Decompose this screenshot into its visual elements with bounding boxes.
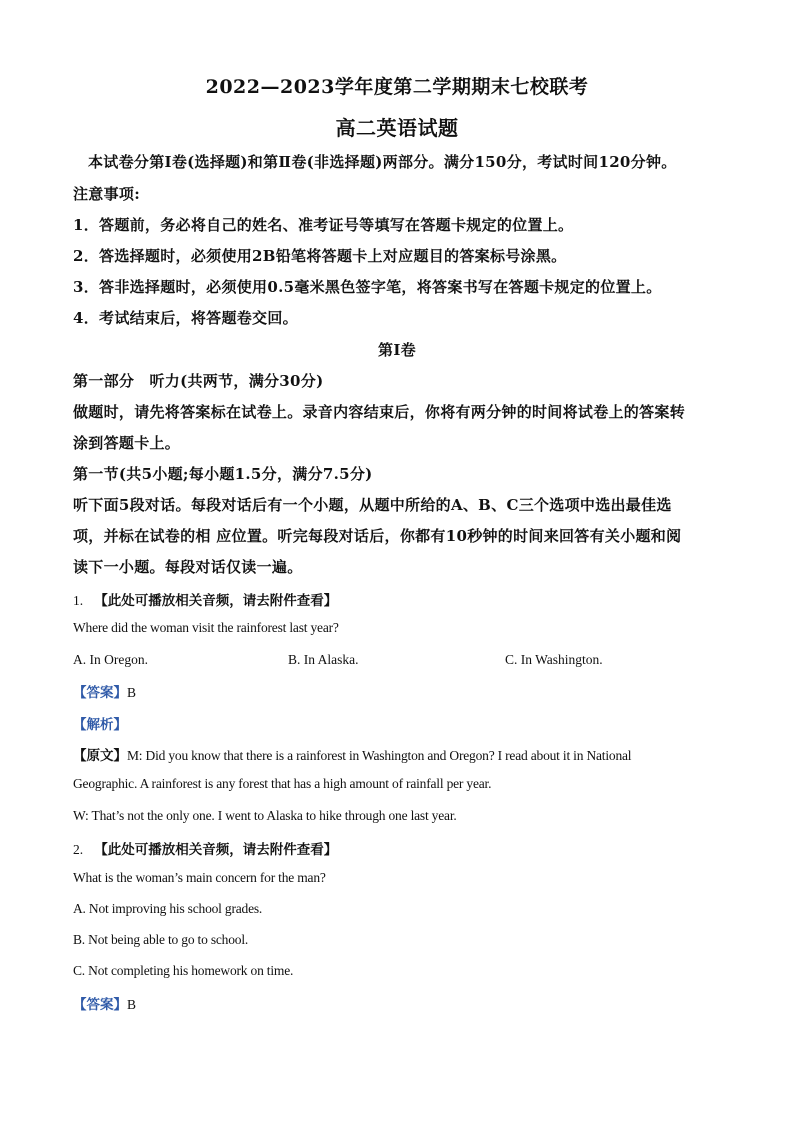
part1-heading: 第一部分 听力(共两节，满分30分) bbox=[73, 372, 324, 390]
question-1-answer-value: B bbox=[127, 685, 136, 700]
question-1-original-3: W: That’s not the only one. I went to Alaska to hike through one last year. bbox=[73, 808, 457, 823]
question-1-original-2: Geographic. A rainforest is any forest that has a high amount of rainfall per year. bbox=[73, 776, 492, 791]
part1-instruction-1: 做题时，请先将答案标在试卷上。录音内容结束后，你将有两分钟的时间将试卷上的答案转 bbox=[73, 403, 686, 421]
original-label: 【原文】 bbox=[73, 748, 127, 764]
question-1-text: Where did the woman visit the rainforest last year? bbox=[73, 620, 339, 635]
question-2-option-a: A. Not improving his school grades. bbox=[73, 901, 263, 916]
note-item-2: 2．答选择题时，必须使用2B铅笔将答题卡上对应题目的答案标号涂黑。 bbox=[73, 247, 567, 265]
question-1-option-a: A. In Oregon. bbox=[73, 652, 148, 667]
question-1-option-c: C. In Washington. bbox=[505, 652, 603, 667]
note-item-4: 4．考试结束后，将答题卷交回。 bbox=[73, 309, 298, 327]
question-1-original-1: 【原文】M: Did you know that there is a rainforest in Washington and Oregon? I read about it in National bbox=[73, 748, 632, 764]
question-2-number: 2. bbox=[73, 842, 84, 857]
question-2-option-b: B. Not being able to go to school. bbox=[73, 932, 249, 947]
question-1-answer bbox=[73, 681, 136, 701]
exam-subtitle: 高二英语试题 bbox=[335, 116, 459, 140]
part1-instruction-2: 涂到答题卡上。 bbox=[73, 434, 181, 452]
question-1-option-b: B. In Alaska. bbox=[288, 652, 359, 667]
question-1-analysis bbox=[73, 713, 127, 733]
section1-heading: 第一节(共5小题;每小题1.5分，满分7.5分) bbox=[73, 465, 373, 483]
volume-heading: 第Ⅰ卷 bbox=[378, 341, 416, 359]
answer-label: 【答案】 bbox=[73, 997, 127, 1013]
audio-attachment-link[interactable]: 【此处可播放相关音频，请去附件查看】 bbox=[94, 593, 338, 609]
audio-attachment-link[interactable]: 【此处可播放相关音频，请去附件查看】 bbox=[94, 842, 338, 858]
question-2-option-c: C. Not completing his homework on time. bbox=[73, 963, 294, 978]
question-2-text: What is the woman’s main concern for the man? bbox=[73, 870, 326, 885]
question-1-audio-line bbox=[73, 589, 337, 609]
intro-text: 本试卷分第Ⅰ卷(选择题)和第Ⅱ卷(非选择题)两部分。满分150分，考试时间120分钟。 bbox=[88, 153, 677, 171]
answer-label: 【答案】 bbox=[73, 685, 127, 701]
question-2-answer-value: B bbox=[127, 997, 136, 1012]
notes-heading: 注意事项: bbox=[73, 185, 141, 203]
exam-title: 2022—2023学年度第二学期期末七校联考 bbox=[205, 76, 589, 98]
note-item-3: 3．答非选择题时，必须使用0.5毫米黑色签字笔，将答案书写在答题卡规定的位置上。 bbox=[73, 278, 662, 296]
section1-instruction-2: 项，并标在试卷的相 应位置。听完每段对话后，你都有10秒钟的时间来回答有关小题和阅 bbox=[73, 527, 682, 545]
question-2-answer bbox=[73, 993, 136, 1013]
section1-instruction-3: 读下一小题。每段对话仅读一遍。 bbox=[73, 558, 303, 576]
analysis-label: 【解析】 bbox=[73, 717, 127, 733]
section1-instruction-1: 听下面5段对话。每段对话后有一个小题，从题中所给的A、B、C三个选项中选出最佳选 bbox=[73, 496, 672, 514]
question-2-audio-line bbox=[73, 838, 337, 858]
note-item-1: 1．答题前，务必将自己的姓名、准考证号等填写在答题卡规定的位置上。 bbox=[73, 216, 574, 234]
question-1-number: 1. bbox=[73, 593, 84, 608]
